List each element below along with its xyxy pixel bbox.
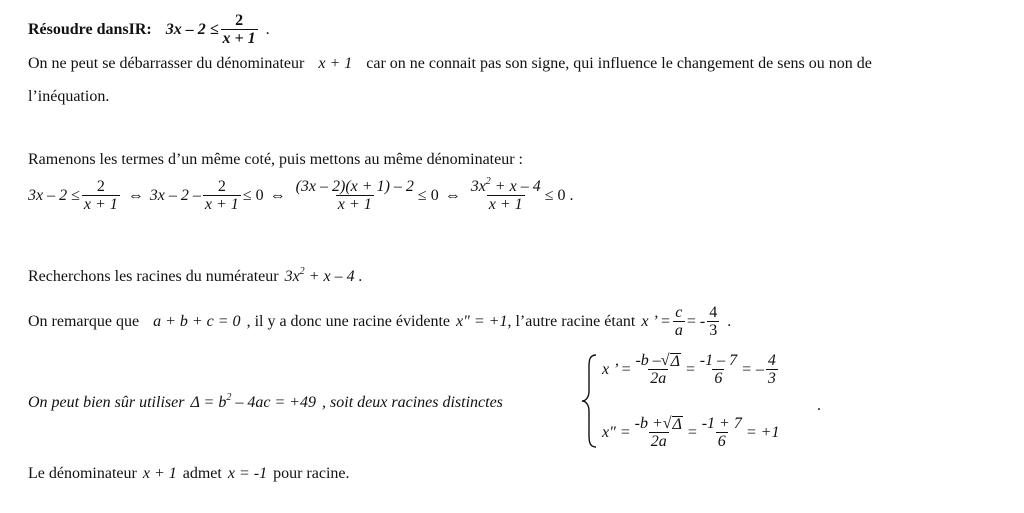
p5-delta-expr	[190, 394, 316, 412]
system-end-dot: .	[817, 397, 821, 414]
r2-rad: Δ	[672, 416, 682, 433]
title-lhs: 3x – 2 ≤	[165, 20, 219, 38]
r1-formula	[633, 352, 683, 387]
paragraph-denominator-note	[28, 55, 872, 73]
equiv-symbol: ⇔	[444, 186, 461, 204]
paragraph-roots-search	[28, 268, 363, 286]
chain-t1-den: x + 1	[83, 196, 118, 213]
title-prefix: Résoudre dans	[28, 20, 129, 38]
chain-t4-num-exp: 2	[485, 176, 491, 187]
p5-delta-exp: 2	[226, 392, 232, 403]
p3-expr-a: 3x	[284, 268, 300, 285]
p4-num-4: 4	[709, 304, 718, 321]
p1-text-c: l’inéquation.	[28, 88, 110, 105]
p6-expr: x + 1	[142, 465, 177, 482]
p6-text-b: admet	[182, 465, 222, 482]
equiv-symbol: ⇔	[127, 186, 144, 204]
r2-rhs: = +1	[745, 423, 780, 441]
chain-t3-num: (3x – 2)(x + 1) – 2	[295, 178, 414, 195]
equivalence-chain	[28, 178, 573, 213]
r2-num-a: -b +	[634, 415, 663, 432]
equiv-symbol: ⇔	[269, 186, 286, 204]
r1-rad: Δ	[670, 353, 680, 370]
r1-num2: -1 – 7	[699, 352, 738, 369]
chain-t2-den: x + 1	[204, 196, 239, 213]
roots-system	[580, 352, 780, 450]
r2-den2: 6	[717, 433, 726, 450]
r1-num3: 4	[767, 352, 776, 369]
title-fraction-den: x + 1	[222, 30, 256, 47]
system-row-x2	[602, 415, 780, 450]
sqrt-icon: √ Δ	[662, 415, 682, 433]
paragraph-evident-root	[28, 304, 731, 339]
r2-den: 2a	[650, 433, 667, 450]
chain-t3-den: x + 1	[337, 196, 372, 213]
p6-text-c: pour racine.	[273, 465, 350, 482]
p6-root: x = -1	[227, 465, 268, 482]
sqrt-icon: √ Δ	[660, 352, 680, 370]
chain-t2-fraction	[203, 178, 241, 213]
r1-result	[766, 352, 778, 387]
p4-num-c: c	[675, 304, 683, 321]
r2-num	[633, 415, 685, 432]
r1-den3: 3	[767, 370, 776, 387]
title-fraction-num: 2	[235, 12, 244, 29]
r2-num2: -1 + 7	[701, 415, 742, 432]
title-fraction	[221, 12, 258, 47]
r1-eq1: =	[684, 360, 696, 378]
r2-lhs: x" =	[602, 423, 631, 441]
chain-t4-rhs: ≤ 0 .	[544, 186, 574, 204]
r1-eq2: = –	[741, 360, 764, 378]
p4-text-c: , l’autre racine étant	[507, 312, 636, 330]
paragraph-same-side	[28, 151, 523, 169]
chain-t3-rhs: ≤ 0	[417, 186, 439, 204]
chain-t1-lhs: 3x – 2 ≤	[28, 186, 80, 204]
p3-text: Recherchons les racines du numérateur	[28, 268, 279, 285]
r2-formula	[633, 415, 685, 450]
system-row-x1	[602, 352, 780, 387]
system-rows	[602, 352, 780, 450]
p4-end: .	[727, 312, 732, 330]
p4-text-b: , il y a donc une racine évidente	[246, 312, 451, 330]
chain-t2-lhs: 3x – 2 –	[149, 186, 201, 204]
p2-text: Ramenons les termes d’un même coté, puis mettons au même dénominateur :	[28, 151, 523, 168]
p5-text-a: On peut bien sûr utiliser	[28, 394, 185, 411]
chain-t4-num	[469, 178, 543, 195]
p3-expr	[285, 268, 363, 286]
title-colon: :	[146, 20, 152, 38]
chain-t4-num-a: 3x	[470, 178, 486, 195]
p5-text-b: , soit deux racines distinctes	[322, 394, 503, 411]
paragraph-discriminant	[28, 394, 503, 412]
paragraph-denominator-note-cont	[28, 88, 109, 106]
r1-den2: 6	[714, 370, 723, 387]
chain-t2-num: 2	[217, 178, 226, 195]
p1-text-a: On ne peut se débarrasser du dénominateur	[28, 55, 305, 72]
chain-t4-num-b: + x – 4	[490, 178, 541, 195]
r2-numeric	[700, 415, 744, 450]
r1-lhs: x ’ =	[602, 360, 632, 378]
exercise-title	[28, 12, 270, 47]
p4-four-thirds	[707, 304, 719, 339]
title-end: .	[265, 20, 270, 38]
p1-text-b: car on ne connait pas son signe, qui influence le changement de sens ou non de	[366, 55, 872, 72]
r1-numeric	[698, 352, 739, 387]
chain-t2-rhs: ≤ 0	[242, 186, 264, 204]
chain-t4-den: x + 1	[488, 196, 523, 213]
chain-t1-fraction	[82, 178, 120, 213]
chain-t3-fraction	[294, 178, 416, 213]
p5-delta-b: – 4ac = +49	[231, 394, 317, 411]
r1-den: 2a	[650, 370, 667, 387]
p5-delta-a: Δ = b	[190, 394, 227, 411]
p4-eq: = -	[686, 312, 706, 330]
p4-c-over-a	[673, 304, 685, 339]
chain-t4-fraction	[469, 178, 543, 213]
paragraph-denominator-root	[28, 465, 349, 483]
r2-eq1: =	[686, 423, 698, 441]
p6-text-a: Le dénominateur	[28, 465, 137, 482]
p4-root1: x" = +1	[456, 312, 508, 330]
title-set: IR	[128, 20, 147, 38]
left-brace-icon	[580, 353, 598, 449]
r1-num-a: -b –	[635, 352, 661, 369]
chain-t1-num: 2	[96, 178, 105, 195]
r1-num	[633, 352, 683, 369]
p4-root2-lhs: x ’ =	[641, 312, 671, 330]
p4-expr: a + b + c = 0	[153, 312, 241, 330]
p3-expr-exp: 2	[299, 266, 305, 277]
p4-text-a: On remarque que	[28, 312, 140, 330]
p1-expr: x + 1	[318, 55, 353, 72]
p4-den-a: a	[674, 322, 683, 339]
p3-expr-b: + x – 4 .	[304, 268, 363, 285]
p4-den-3: 3	[709, 322, 718, 339]
